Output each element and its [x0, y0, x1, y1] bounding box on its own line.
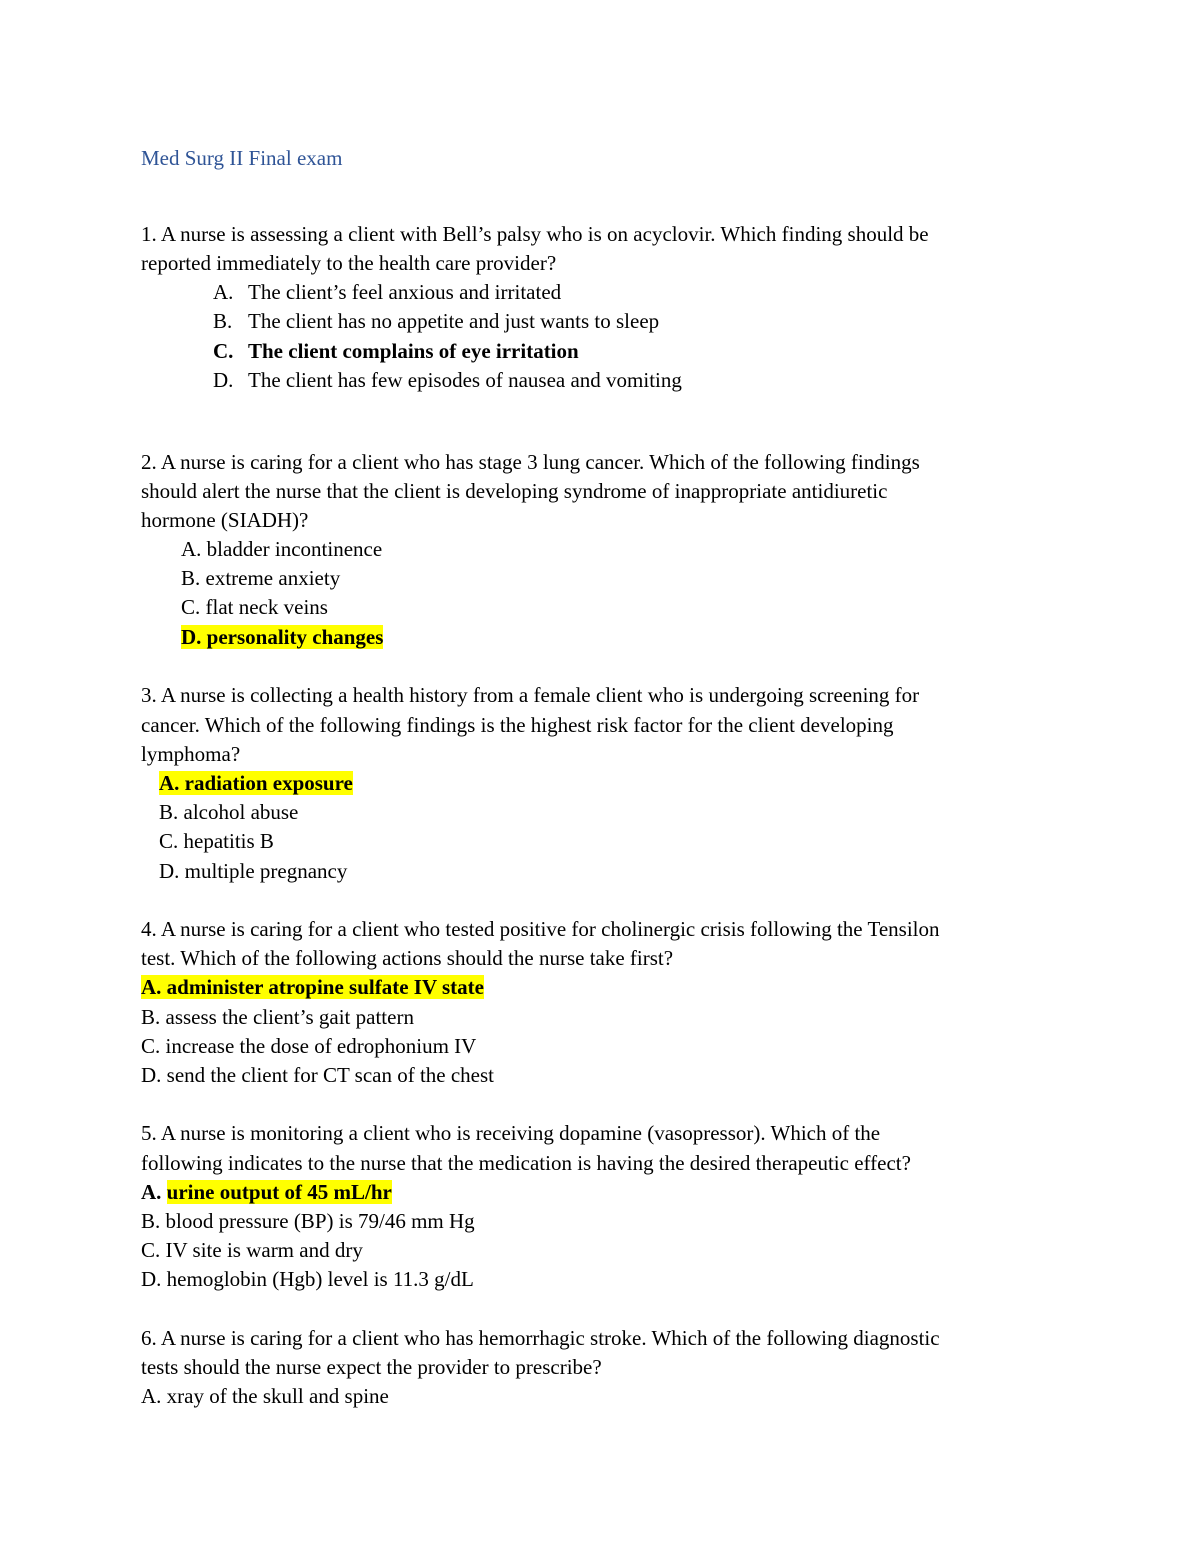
question-3-option-a-answer: [159, 769, 353, 798]
question-1-option-c-answer: [213, 337, 579, 366]
question-4-option-a-answer: [141, 973, 484, 1002]
answer-highlight: A. administer atropine sulfate IV state: [141, 975, 484, 999]
answer-highlight: A. radiation exposure: [159, 771, 353, 795]
question-1-option-a: [213, 278, 561, 307]
question-6-stem-line-2: tests should the nurse expect the provider to prescribe?: [141, 1355, 602, 1379]
answer-highlight: urine output of 45 mL/hr: [166, 1180, 392, 1204]
question-3-stem-line-3: lymphoma?: [141, 742, 241, 766]
option-text: The client’s feel anxious and irritated: [248, 280, 562, 304]
question-4-option-c: C. increase the dose of edrophonium IV: [141, 1034, 477, 1058]
question-2-option-d-answer: [181, 623, 383, 652]
question-4-stem-line-1: 4. A nurse is caring for a client who tested positive for cholinergic crisis following the Tensilon: [141, 917, 940, 941]
question-3-option-c: C. hepatitis B: [159, 829, 274, 853]
option-label: A.: [213, 280, 234, 304]
question-5-option-d: D. hemoglobin (Hgb) level is 11.3 g/dL: [141, 1267, 474, 1291]
question-1-option-b: [213, 307, 659, 336]
question-5-stem-line-1: 5. A nurse is monitoring a client who is receiving dopamine (vasopressor). Which of the: [141, 1121, 881, 1145]
question-3-stem-line-1: 3. A nurse is collecting a health history from a female client who is undergoing screening for: [141, 683, 920, 707]
question-3-option-b: B. alcohol abuse: [159, 800, 299, 824]
question-2-option-a: A. bladder incontinence: [181, 537, 383, 561]
question-4-option-d: D. send the client for CT scan of the chest: [141, 1063, 495, 1087]
question-5-option-a-answer: [141, 1178, 392, 1207]
question-6-option-a: A. xray of the skull and spine: [141, 1384, 389, 1408]
option-label: B.: [213, 309, 233, 333]
document-title: Med Surg II Final exam: [141, 146, 343, 170]
question-2-stem-line-2: should alert the nurse that the client is developing syndrome of inappropriate antidiuretic: [141, 479, 888, 503]
question-2-option-b: B. extreme anxiety: [181, 566, 341, 590]
question-4-stem-line-2: test. Which of the following actions should the nurse take first?: [141, 946, 674, 970]
option-label: C.: [213, 339, 234, 363]
option-label: D.: [213, 368, 234, 392]
question-2-stem-line-3: hormone (SIADH)?: [141, 508, 309, 532]
option-text: The client has no appetite and just wants to sleep: [248, 309, 660, 333]
question-1-option-d: [213, 366, 682, 395]
question-5-option-c: C. IV site is warm and dry: [141, 1238, 363, 1262]
question-5-option-b: B. blood pressure (BP) is 79/46 mm Hg: [141, 1209, 475, 1233]
option-text: The client complains of eye irritation: [248, 339, 579, 363]
question-2-stem-line-1: 2. A nurse is caring for a client who has stage 3 lung cancer. Which of the following findings: [141, 450, 920, 474]
question-3-stem-line-2: cancer. Which of the following findings is the highest risk factor for the client developing: [141, 713, 894, 737]
answer-highlight: D. personality changes: [181, 625, 384, 649]
question-5-stem-line-2: following indicates to the nurse that the medication is having the desired therapeutic effect?: [141, 1151, 911, 1175]
option-text: The client has few episodes of nausea and vomiting: [248, 368, 682, 392]
option-label: A.: [141, 1180, 162, 1204]
question-1-stem-line-2: reported immediately to the health care provider?: [141, 251, 557, 275]
question-6-stem-line-1: 6. A nurse is caring for a client who has hemorrhagic stroke. Which of the following diagnostic: [141, 1326, 940, 1350]
question-2-option-c: C. flat neck veins: [181, 595, 328, 619]
question-3-option-d: D. multiple pregnancy: [159, 859, 348, 883]
question-1-stem-line-1: 1. A nurse is assessing a client with Bell’s palsy who is on acyclovir. Which finding should be: [141, 222, 929, 246]
question-4-option-b: B. assess the client’s gait pattern: [141, 1005, 414, 1029]
